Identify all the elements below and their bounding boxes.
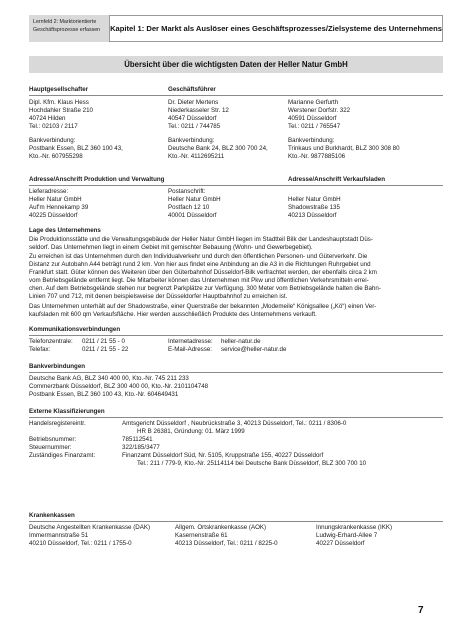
shop-address-heading: Adresse/Anschrift Verkaufsladen <box>288 176 385 183</box>
bank-line: Trinkaus und Burkhardt, BLZ 300 308 80 <box>288 145 400 152</box>
text-line: Zu erreichen ist das Unternehmen durch den Individualverkehr und durch den öffentlichen Personen- und Güterverkehr. Die <box>29 253 368 260</box>
location-heading: Lage des Unternehmens <box>29 227 101 234</box>
text-line: Die Produktionsstätte und die Verwaltungsgebäude der Heller Natur GmbH liegen im Stadtteil Bilk der Landeshauptstadt Düs- <box>29 236 373 243</box>
address-line: Heller Natur GmbH <box>29 196 82 203</box>
classification-label: Betriebsnummer: <box>29 436 77 443</box>
insurance-line: Deutsche Angestellten Krankenkasse (DAK) <box>29 524 151 531</box>
bank-line: Kto.-Nr. 9877885106 <box>288 153 346 160</box>
address-line: Tel.: 02103 / 2117 <box>29 123 78 130</box>
postal-address <box>168 188 221 220</box>
delivery-address <box>29 188 88 220</box>
production-address-heading: Adresse/Anschrift Produktion und Verwaltung <box>29 176 165 183</box>
insurance-line: 40210 Düsseldorf, Tel.: 0211 / 1755-0 <box>29 540 132 547</box>
classification-label: Handelsregistereintr. <box>29 420 86 427</box>
address-line: 40547 Düsseldorf <box>168 115 217 122</box>
insurance-line: 40213 Düsseldorf, Tel.: 0211 / 8225-0 <box>175 540 278 547</box>
insurance-line: Allgem. Ortskrankenkasse (AOK) <box>175 524 267 531</box>
divider <box>29 185 443 186</box>
location-paragraph-2 <box>29 253 440 301</box>
banks-heading: Bankverbindungen <box>29 363 86 370</box>
address-line: 40001 Düsseldorf <box>168 212 217 219</box>
address-line: Postanschrift: <box>168 188 206 195</box>
text-line: Linien 707 und 712, mit denen beispielsweise der Düsseldorfer Hauptbahnhof zu erreichen ist. <box>29 293 288 300</box>
divider <box>29 95 443 96</box>
classification-label <box>29 428 95 436</box>
internet-label: Internetadresse: <box>168 338 213 345</box>
text-line: Das Unternehmen unterhält auf der Shadowstraße, einer Querstraße der bekannten „Modemeile“ Königsallee („Kö“) einen Ver- <box>29 303 377 310</box>
text-line: vom Betriebsgelände entfernt liegt. Die Mitarbeiter können das Unternehmen mit Pkw und öffentlichen Verkehrsmitteln errei- <box>29 277 369 284</box>
classification-value: HR B 26381, Gründung: 01. März 1999 <box>137 428 245 435</box>
address-line: 40225 Düsseldorf <box>29 212 78 219</box>
chapter-title: Kapitel 1: Der Markt als Auslöser eines Geschäftsprozesses/Zielsysteme des Unternehmens <box>109 15 443 42</box>
insurance-heading: Krankenkassen <box>29 512 75 519</box>
shareholder-heading: Hauptgesellschafter <box>29 86 89 93</box>
text-line: Frankfurt statt. Güter können des Weiteren über den Güterbahnhof Düsseldorf-Bilk verfrachtet werden, der ebenfalls circa 2 km <box>29 269 377 276</box>
bank-line: Postbank Essen, BLZ 360 100 43, Kto.-Nr. 604649431 <box>29 391 179 398</box>
bank-line: Kto.-Nr. 4112695211 <box>168 153 225 160</box>
learning-field-label <box>29 15 109 42</box>
address-line: Hochdahler Straße 210 <box>29 107 93 114</box>
managers-heading: Geschäftsführer <box>168 86 216 93</box>
classification-labels <box>29 420 95 468</box>
address-line: Auf'm Hennekamp 39 <box>29 204 89 211</box>
page-header <box>29 15 443 42</box>
shop-address <box>288 196 341 220</box>
classification-label <box>29 460 95 468</box>
text-line: chen. Auf dem Betriebsgelände stehen nur begrenzt Parkplätze zur Verfügung. 300 Meter vom Betriebsgelände halten die Bahn- <box>29 285 381 292</box>
classification-heading: Externe Klassifizierungen <box>29 408 105 415</box>
address-line: Postfach 12 10 <box>168 204 210 211</box>
divider <box>29 417 443 418</box>
learning-field-line-1: Lernfeld 2: Marktorientierte <box>33 19 97 25</box>
divider <box>29 335 443 336</box>
address-line: Marianne Gerfurth <box>288 99 339 106</box>
bank-line: Commerzbank Düsseldorf, BLZ 300 400 00, Kto.-Nr. 2101104748 <box>29 383 209 390</box>
phone-label: Telefonzentrale: <box>29 338 73 345</box>
classification-label: Steuernummer: <box>29 444 72 451</box>
shareholder-address <box>29 99 123 161</box>
location-paragraph-1 <box>29 236 440 252</box>
bank-line: Bankverbindung: <box>29 137 76 144</box>
bank-line: Deutsche Bank 24, BLZ 300 700 24, <box>168 145 268 152</box>
insurance-ikk <box>316 524 392 548</box>
learning-field-line-2: Geschäftsprozesse erfassen <box>33 27 101 33</box>
text-line: kaufsladen mit 600 qm Verkaufsfläche. Hier werden ausschließlich Produkte des Unternehmens verkauft. <box>29 311 317 318</box>
classification-value: 785112541 <box>122 436 153 443</box>
fax-label: Telefax: <box>29 346 51 353</box>
address-line: Niederkasseler Str. 12 <box>168 107 229 114</box>
insurance-aok <box>175 524 278 548</box>
text-line: Distanz zur Autobahn A44 beträgt rund 2 km. Von hier aus findet eine Anbindung an die A3 in die Richtungen Ruhrgebiet und <box>29 261 371 268</box>
bank-list <box>29 375 208 399</box>
phone-value: 0211 / 21 55 - 0 <box>82 338 125 345</box>
insurance-line: Kasernenstraße 61 <box>175 532 228 539</box>
classification-value: 322/185/3477 <box>122 444 160 451</box>
divider <box>29 372 443 373</box>
page-number: 7 <box>418 605 424 616</box>
address-line: 40591 Düsseldorf <box>288 115 337 122</box>
address-line: Heller Natur GmbH <box>168 196 221 203</box>
classification-value: Amtsgericht Düsseldorf , Neubrückstraße 3, 40213 Düsseldorf, Tel.: 0211 / 8306-0 <box>122 420 347 427</box>
text-line: seldorf. Das Unternehmen liegt in einem Gebiet mit gemischter Bebauung (Wohn- und Gewerbegebiet). <box>29 244 313 251</box>
classification-label: Zuständiges Finanzamt: <box>29 452 96 459</box>
email-label: E-Mail-Adresse: <box>168 346 213 353</box>
address-line: Dr. Dieter Mertens <box>168 99 219 106</box>
address-line: Heller Natur GmbH <box>288 196 341 203</box>
bank-line: Bankverbindung: <box>168 137 215 144</box>
manager-2-address <box>288 99 400 161</box>
divider <box>29 521 443 522</box>
address-line: 40213 Düsseldorf <box>288 212 337 219</box>
bank-line: Postbank Essen, BLZ 360 100 43, <box>29 145 123 152</box>
address-line: 40724 Hilden <box>29 115 66 122</box>
manager-1-address <box>168 99 268 161</box>
address-line: Dipl. Kfm. Klaus Hess <box>29 99 89 106</box>
insurance-line: Immermannstraße 51 <box>29 532 89 539</box>
communication-heading: Kommunikationsverbindungen <box>29 326 121 333</box>
classification-value: Finanzamt Düsseldorf Süd, Nr. 5105, Kruppstraße 155, 40227 Düsseldorf <box>122 452 324 459</box>
classification-values <box>122 420 366 468</box>
insurance-line: 40227 Düsseldorf <box>316 540 365 547</box>
bank-line: Deutsche Bank AG, BLZ 340 400 00, Kto.-Nr. 745 211 233 <box>29 375 189 382</box>
classification-value: Tel.: 211 / 779-9, Kto.-Nr. 25114114 bei Deutsche Bank Düsseldorf, BLZ 300 700 10 <box>137 460 367 467</box>
address-line: Tel.: 0211 / 744785 <box>168 123 221 130</box>
fax-value: 0211 / 21 55 - 22 <box>82 346 129 353</box>
bank-line: Bankverbindung: <box>288 137 335 144</box>
email-link[interactable]: service@heller-natur.de <box>221 346 287 353</box>
location-paragraph-3 <box>29 303 440 319</box>
insurance-line: Innungskrankenkasse (IKK) <box>316 524 393 531</box>
address-line: Tel.: 0211 / 765547 <box>288 123 341 130</box>
insurance-dak <box>29 524 150 548</box>
address-line: Lieferadresse: <box>29 188 69 195</box>
insurance-line: Ludwig-Erhard-Allee 7 <box>316 532 378 539</box>
address-line: Werstener Dorfstr. 322 <box>288 107 351 114</box>
address-line: Shadowstraße 135 <box>288 204 340 211</box>
overview-title: Übersicht über die wichtigsten Daten der Heller Natur GmbH <box>29 56 443 73</box>
bank-line: Kto.-Nr. 607955298 <box>29 153 83 160</box>
internet-link[interactable]: heller-natur.de <box>221 338 261 345</box>
